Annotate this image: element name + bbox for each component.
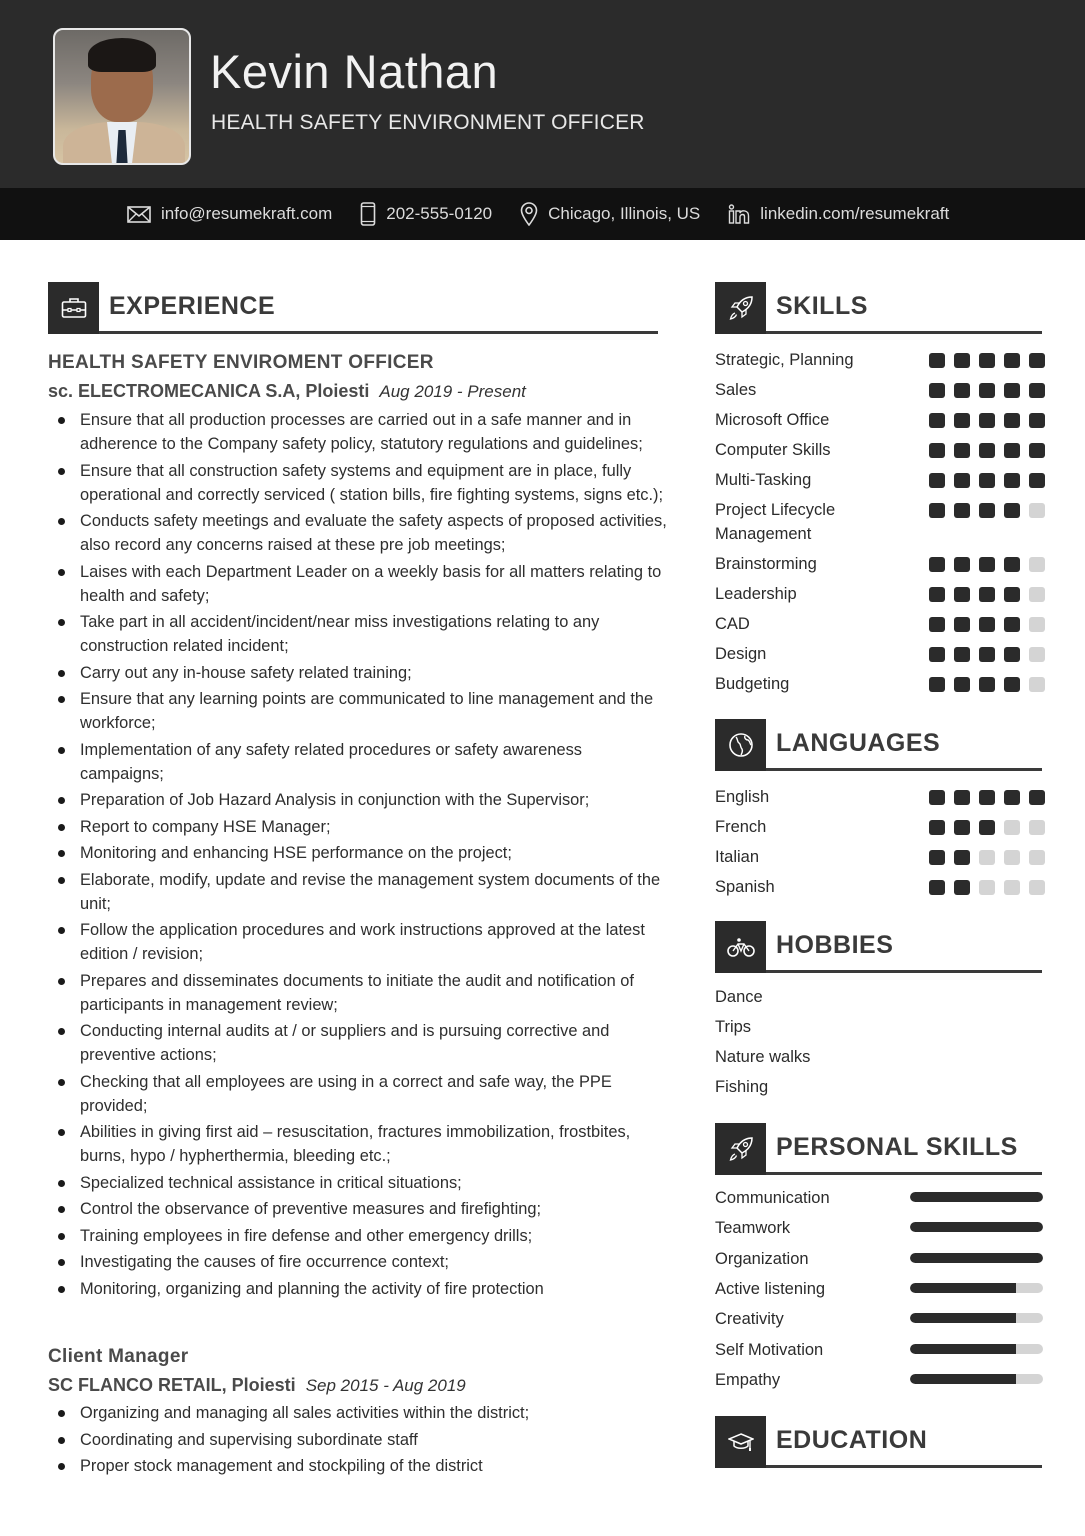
bullet-item: Implementation of any safety related procedures or safety awareness campaigns; (56, 738, 668, 786)
skill-label: Budgeting (715, 675, 790, 693)
rating-dot-filled (979, 790, 995, 805)
section-title: SKILLS (776, 292, 868, 320)
rating-dot-filled (979, 677, 995, 692)
rating-dot-filled (979, 503, 995, 518)
rating-dot-filled (1004, 790, 1020, 805)
job-company: sc. ELECTROMECANICA S.A, Ploiesti (48, 381, 370, 401)
job-title: Client Manager (48, 1346, 189, 1367)
language-row (715, 845, 1045, 869)
rating-dot-filled (929, 790, 945, 805)
education-section-header (715, 1416, 1042, 1468)
language-row (715, 875, 1045, 899)
rating-dot-filled (979, 473, 995, 488)
rating-dot-filled (979, 353, 995, 368)
bullet-item: Take part in all accident/incident/near miss investigations relating to any construction related incident; (56, 610, 668, 658)
bullet-item: Conducts safety meetings and evaluate the safety aspects of proposed activities, also record any concerns raised at these pre job meetings; (56, 509, 668, 557)
bullet-item: Ensure that any learning points are communicated to line management and the workforce; (56, 687, 668, 735)
rating-dot-filled (954, 677, 970, 692)
bullet-item: Preparation of Job Hazard Analysis in conjunction with the Supervisor; (56, 788, 668, 812)
rating-dot-filled (1004, 647, 1020, 662)
skill-progress-fill (910, 1283, 1016, 1293)
rating-dots (929, 408, 1045, 428)
skill-progress-bar (910, 1344, 1043, 1354)
personal-skills-section-header (715, 1123, 1042, 1175)
rating-dot-filled (929, 587, 945, 602)
bullet-item: Prepares and disseminates documents to initiate the audit and notification of participants in management review; (56, 969, 668, 1017)
bullet-item: Ensure that all construction safety systems and equipment are in place, fully operational and correctly serviced ( station bills, fire fighting systems, signs etc.); (56, 459, 668, 507)
rating-dot-filled (1004, 383, 1020, 398)
language-row (715, 785, 1045, 809)
rating-dot-filled (954, 353, 970, 368)
skills-list (715, 348, 1045, 702)
rating-dots (929, 815, 1045, 835)
personal-skill-label: Organization (715, 1249, 809, 1268)
skill-progress-fill (910, 1344, 1016, 1354)
rating-dot-filled (1004, 353, 1020, 368)
resume-header (0, 0, 1085, 188)
bullet-item: Investigating the causes of fire occurrence context; (56, 1250, 668, 1274)
rating-dot-filled (954, 557, 970, 572)
email-text: info@resumekraft.com (161, 204, 333, 223)
skill-label: Sales (715, 381, 757, 399)
linkedin-text: linkedin.com/resumekraft (760, 204, 950, 223)
rating-dot-filled (929, 413, 945, 428)
candidate-name: Kevin Nathan (210, 45, 499, 98)
globe-icon (728, 732, 754, 758)
bullet-item: Report to company HSE Manager; (56, 815, 668, 839)
rating-dot-filled (1029, 443, 1045, 458)
rating-dot-filled (954, 790, 970, 805)
language-row (715, 815, 1045, 839)
section-title: HOBBIES (776, 931, 894, 959)
job-company: SC FLANCO RETAIL, Ploiesti (48, 1375, 296, 1395)
skill-row (715, 438, 1045, 462)
hobby-item: Fishing (715, 1078, 769, 1096)
bullet-item: Specialized technical assistance in critical situations; (56, 1171, 668, 1195)
rating-dot-filled (929, 677, 945, 692)
section-title: EXPERIENCE (109, 292, 276, 320)
bullet-item: Coordinating and supervising subordinate staff (56, 1428, 668, 1452)
graduation-cap-icon (728, 1431, 754, 1453)
rating-dot-filled (1029, 353, 1045, 368)
bullet-item: Control the observance of preventive measures and firefighting; (56, 1197, 668, 1221)
rating-dots (929, 498, 1045, 518)
rating-dots (929, 552, 1045, 572)
skill-progress-fill (910, 1222, 1043, 1232)
rating-dot-empty (1029, 820, 1045, 835)
skill-progress-bar (910, 1253, 1043, 1263)
contact-email[interactable] (127, 204, 332, 224)
bullet-item: Laises with each Department Leader on a weekly basis for all matters relating to health and safety; (56, 560, 668, 608)
rating-dot-filled (1029, 413, 1045, 428)
rating-dot-empty (1004, 880, 1020, 895)
rating-dot-empty (1004, 850, 1020, 865)
rating-dot-filled (929, 820, 945, 835)
rating-dot-filled (1004, 413, 1020, 428)
skill-progress-fill (910, 1192, 1043, 1202)
hobby-item: Nature walks (715, 1048, 811, 1066)
languages-list (715, 785, 1045, 905)
rating-dot-filled (1004, 443, 1020, 458)
skill-progress-fill (910, 1313, 1016, 1323)
rating-dot-filled (1004, 557, 1020, 572)
personal-skill-label: Creativity (715, 1310, 784, 1329)
job-bullets (56, 1401, 668, 1481)
skill-row (715, 498, 1045, 546)
location-text: Chicago, Illinois, US (548, 204, 701, 223)
rating-dot-filled (954, 587, 970, 602)
hobby-item: Trips (715, 1018, 752, 1036)
contact-phone[interactable] (360, 202, 492, 226)
bullet-item: Training employees in fire defense and other emergency drills; (56, 1224, 668, 1248)
languages-section-header (715, 719, 1042, 771)
rating-dot-filled (954, 617, 970, 632)
rating-dot-filled (979, 617, 995, 632)
personal-skill-label: Empathy (715, 1370, 781, 1389)
skill-label: Leadership (715, 585, 797, 603)
map-pin-icon (520, 202, 538, 226)
bullet-item: Checking that all employees are using in a correct and safe way, the PPE provided; (56, 1070, 668, 1118)
rating-dot-filled (1004, 617, 1020, 632)
language-label: Spanish (715, 878, 775, 896)
rating-dots (929, 348, 1045, 368)
skill-row (715, 612, 1045, 636)
rating-dot-filled (979, 557, 995, 572)
rating-dot-filled (929, 443, 945, 458)
rocket-icon (728, 295, 754, 321)
skill-row (715, 642, 1045, 666)
rating-dot-filled (1029, 383, 1045, 398)
briefcase-icon (61, 297, 87, 319)
skill-label: Project Lifecycle Management (715, 501, 836, 543)
rocket-icon (728, 1136, 754, 1162)
bullet-item: Conducting internal audits at / or suppliers and is pursuing corrective and preventive actions; (56, 1019, 668, 1067)
contact-linkedin[interactable] (728, 204, 949, 224)
skill-label: Design (715, 645, 767, 663)
rating-dot-filled (929, 383, 945, 398)
skill-label: CAD (715, 615, 750, 633)
language-label: English (715, 788, 770, 806)
rating-dot-filled (979, 413, 995, 428)
candidate-role: HEALTH SAFETY ENVIRONMENT OFFICER (211, 111, 645, 134)
bullet-item: Monitoring, organizing and planning the activity of fire protection (56, 1277, 668, 1301)
skill-label: Microsoft Office (715, 411, 830, 429)
skill-label: Strategic, Planning (715, 351, 854, 369)
rating-dot-filled (929, 353, 945, 368)
personal-skill-label: Self Motivation (715, 1340, 824, 1359)
rating-dot-filled (979, 383, 995, 398)
section-title: PERSONAL SKILLS (776, 1133, 1018, 1161)
skill-row (715, 552, 1045, 576)
job-company-line (48, 1375, 466, 1396)
rating-dots (929, 582, 1045, 602)
section-title: LANGUAGES (776, 729, 941, 757)
skills-section-header (715, 282, 1042, 334)
hobbies-section-header (715, 921, 1042, 973)
profile-photo (53, 28, 191, 165)
skill-row (715, 468, 1045, 492)
rating-dot-filled (954, 647, 970, 662)
skill-row (715, 378, 1045, 402)
bullet-item: Monitoring and enhancing HSE performance on the project; (56, 841, 668, 865)
skill-row (715, 672, 1045, 696)
rating-dots (929, 785, 1045, 805)
rating-dot-filled (954, 473, 970, 488)
contact-bar (0, 188, 1085, 240)
skill-row (715, 582, 1045, 606)
rating-dot-empty (979, 850, 995, 865)
bullet-item: Elaborate, modify, update and revise the management system documents of the unit; (56, 868, 668, 916)
skill-label: Multi-Tasking (715, 471, 812, 489)
bullet-item: Ensure that all production processes are carried out in a safe manner and in adherence to the Company safety policy, statutory regulations and guidelines; (56, 408, 668, 456)
rating-dot-filled (1029, 790, 1045, 805)
rating-dot-filled (979, 587, 995, 602)
envelope-icon (127, 206, 151, 223)
rating-dot-filled (979, 820, 995, 835)
rating-dot-filled (1004, 473, 1020, 488)
linkedin-icon (728, 204, 750, 224)
rating-dot-filled (929, 473, 945, 488)
skill-row (715, 408, 1045, 432)
phone-icon (360, 202, 376, 226)
rating-dot-empty (979, 880, 995, 895)
skill-progress-bar (910, 1222, 1043, 1232)
rating-dot-empty (1029, 587, 1045, 602)
skill-progress-bar (910, 1283, 1043, 1293)
rating-dot-empty (1029, 557, 1045, 572)
rating-dot-filled (1004, 503, 1020, 518)
bullet-item: Proper stock management and stockpiling of the district (56, 1454, 668, 1478)
rating-dot-filled (929, 503, 945, 518)
rating-dot-filled (929, 557, 945, 572)
rating-dots (929, 875, 1045, 895)
rating-dot-filled (954, 850, 970, 865)
rating-dot-filled (929, 880, 945, 895)
bullet-item: Carry out any in-house safety related training; (56, 661, 668, 685)
rating-dot-filled (1004, 587, 1020, 602)
rating-dots (929, 438, 1045, 458)
rating-dot-filled (1004, 677, 1020, 692)
job-company-line (48, 381, 526, 402)
rating-dots (929, 672, 1045, 692)
phone-text: 202-555-0120 (386, 204, 493, 223)
rating-dot-filled (929, 617, 945, 632)
rating-dot-empty (1029, 617, 1045, 632)
rating-dot-empty (1004, 820, 1020, 835)
rating-dot-filled (954, 503, 970, 518)
rating-dots (929, 612, 1045, 632)
skill-progress-bar (910, 1374, 1043, 1384)
rating-dot-filled (929, 647, 945, 662)
skill-progress-fill (910, 1374, 1016, 1384)
bullet-item: Follow the application procedures and work instructions approved at the latest edition / revision; (56, 918, 668, 966)
rating-dot-empty (1029, 850, 1045, 865)
hobby-item: Dance (715, 988, 763, 1006)
rating-dot-filled (954, 413, 970, 428)
skill-progress-bar (910, 1313, 1043, 1323)
bullet-item: Abilities in giving first aid – resuscitation, fractures immobilization, frostbites, burns, hypo / hypherthermia, bleeding etc.; (56, 1120, 668, 1168)
job-dates: Aug 2019 - Present (379, 382, 526, 401)
job-bullets (56, 408, 668, 1303)
rating-dots (929, 642, 1045, 662)
skill-progress-fill (910, 1253, 1043, 1263)
rating-dots (929, 378, 1045, 398)
bullet-item: Organizing and managing all sales activities within the district; (56, 1401, 668, 1425)
rating-dot-filled (1029, 473, 1045, 488)
skill-label: Computer Skills (715, 441, 831, 459)
job-dates: Sep 2015 - Aug 2019 (305, 1376, 466, 1395)
rating-dot-filled (979, 647, 995, 662)
contact-location (520, 202, 700, 226)
personal-skill-label: Communication (715, 1189, 830, 1207)
skill-label: Brainstorming (715, 555, 817, 573)
personal-skill-label: Active listening (715, 1279, 826, 1298)
rating-dots (929, 468, 1045, 488)
skill-row (715, 348, 1045, 372)
rating-dot-empty (1029, 647, 1045, 662)
language-label: Italian (715, 848, 760, 866)
rating-dot-empty (1029, 503, 1045, 518)
rating-dot-filled (954, 383, 970, 398)
skill-progress-bar (910, 1192, 1043, 1202)
language-label: French (715, 818, 767, 836)
rating-dot-filled (954, 443, 970, 458)
personal-skill-label: Teamwork (715, 1219, 791, 1238)
rating-dot-empty (1029, 677, 1045, 692)
bicycle-icon (727, 937, 755, 957)
experience-section-header (48, 282, 658, 334)
job-title: HEALTH SAFETY ENVIROMENT OFFICER (48, 352, 434, 373)
rating-dots (929, 845, 1045, 865)
rating-dot-empty (1029, 880, 1045, 895)
rating-dot-filled (954, 820, 970, 835)
rating-dot-filled (929, 850, 945, 865)
rating-dot-filled (954, 880, 970, 895)
section-title: EDUCATION (776, 1426, 928, 1454)
rating-dot-filled (979, 443, 995, 458)
